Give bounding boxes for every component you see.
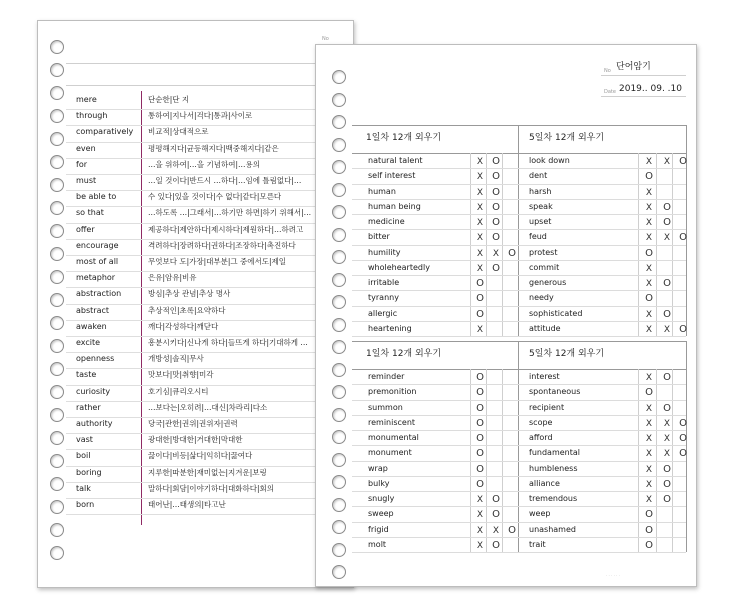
vocab-word: upset [529, 217, 552, 226]
word-korean: …을 위하여|…을 기념하여|…용의 [148, 159, 261, 169]
binder-hole [332, 543, 346, 557]
vocab-word: wholeheartedly [368, 262, 430, 272]
row-line [66, 142, 353, 143]
binder-hole [50, 155, 64, 169]
vocab-word: frigid [368, 524, 389, 534]
missed-mark: X [663, 157, 671, 167]
row-line [352, 214, 686, 215]
row-line [66, 255, 353, 256]
date-value: 2019.. 09. .10 [619, 84, 682, 94]
memorized-mark: O [645, 293, 653, 305]
binder-hole [50, 454, 64, 468]
memorized-mark: O [492, 509, 500, 521]
back-no-label: No [322, 36, 329, 42]
vocab-word: tyranny [368, 293, 399, 303]
row-line [66, 385, 353, 386]
row-line [66, 158, 353, 159]
vocab-word: protest [529, 247, 558, 257]
memorized-mark: O [492, 217, 500, 228]
word-korean: 격려하다|장려하다|권하다|조장하다|촉진하다 [148, 240, 296, 250]
row-line [352, 430, 686, 431]
memorized-mark: O [663, 201, 671, 213]
binder-hole [50, 431, 64, 445]
vocab-word: bulky [368, 478, 390, 488]
row-line [352, 552, 686, 553]
vocab-word: sophisticated [529, 308, 583, 318]
word-english: awaken [76, 321, 107, 331]
vocab-word: scope [529, 417, 553, 427]
row-line [352, 537, 686, 538]
row-line [352, 400, 686, 401]
vocab-word: interest [529, 372, 560, 381]
binder-hole [50, 40, 64, 54]
binder-hole [332, 520, 346, 534]
binder-hole [332, 430, 346, 444]
word-english: rather [76, 402, 101, 412]
word-korean: 단순한|단 지 [148, 95, 190, 104]
memorized-mark: O [645, 509, 653, 521]
vocab-word: sweep [368, 509, 394, 519]
row-line [66, 498, 353, 499]
word-english: so that [76, 208, 104, 218]
missed-mark: X [476, 495, 484, 505]
binder-hole [332, 453, 346, 467]
missed-mark: X [645, 309, 653, 320]
word-korean: 추상적인|초록|요약하다 [148, 305, 226, 315]
binder-hole [50, 63, 64, 77]
missed-mark: X [476, 202, 484, 213]
binder-hole [50, 224, 64, 238]
memorized-mark: O [476, 402, 484, 414]
vocab-word: humility [368, 247, 401, 257]
section-divider [518, 341, 519, 552]
row-line [352, 184, 686, 185]
word-english: openness [76, 354, 115, 364]
row-line [352, 229, 686, 230]
memorized-mark: O [645, 539, 653, 551]
watermark: · · · · · · [606, 573, 620, 578]
row-line [66, 271, 353, 272]
row-line [66, 514, 353, 515]
vocab-word: human [368, 186, 396, 196]
memorized-mark: O [492, 494, 500, 505]
missed-mark: X [476, 510, 484, 521]
missed-mark: X [663, 418, 671, 429]
binder-hole [50, 362, 64, 376]
row-line [66, 401, 353, 402]
binder-hole [332, 408, 346, 422]
binder-hole [50, 408, 64, 422]
binder-hole [50, 178, 64, 192]
word-korean: 통하여|지나서|걱다|통과|사이로 [148, 111, 253, 121]
missed-mark: X [663, 233, 671, 244]
word-english: metaphor [76, 273, 116, 283]
row-line [66, 304, 353, 305]
vocab-word: molt [368, 539, 387, 549]
vocab-word: alliance [529, 478, 560, 488]
word-english: through [76, 111, 108, 121]
missed-mark: X [645, 449, 653, 460]
binder-hole [332, 475, 346, 489]
word-korean: 평평해지다|균등해지다|백중해지다|같은 [148, 143, 279, 153]
missed-mark: X [645, 233, 653, 244]
vocab-word: needy [529, 293, 554, 303]
memorized-mark: O [492, 186, 500, 198]
word-english: authority [76, 419, 113, 428]
missed-mark: X [645, 263, 653, 274]
title-line [601, 75, 686, 76]
vocab-word: snugly [368, 494, 395, 503]
word-korean: 끓이다|비등|삶다|익히다|끓여다 [148, 451, 253, 461]
binder-hole [332, 183, 346, 197]
memorized-mark: O [645, 524, 653, 536]
missed-mark: X [663, 324, 671, 335]
memorized-mark: O [492, 262, 500, 274]
row-line [352, 491, 686, 492]
section-header-right: 5일차 12개 외우기 [529, 133, 605, 143]
memorized-mark: O [492, 201, 500, 213]
vocab-word: tremendous [529, 494, 578, 503]
binder-hole [50, 500, 64, 514]
row-line [66, 223, 353, 224]
missed-mark: X [645, 495, 653, 505]
word-english: talk [76, 483, 91, 493]
missed-mark: X [645, 187, 653, 198]
vocab-word: monument [368, 448, 412, 458]
row-line [352, 245, 686, 246]
row-line [352, 336, 686, 337]
binder-hole [50, 546, 64, 560]
vocab-word: bitter [368, 232, 390, 242]
binder-hole [50, 201, 64, 215]
back-sheet [37, 20, 354, 588]
word-english: vast [76, 435, 93, 445]
word-korean: 말하다|회담|이야기하다|대화하다|회의 [148, 483, 275, 493]
date-label: Date [604, 89, 616, 95]
missed-mark: X [645, 418, 653, 429]
binder-hole [332, 385, 346, 399]
row-line [352, 384, 686, 385]
memorized-mark: O [476, 478, 484, 490]
memorized-mark: O [679, 448, 687, 460]
word-english: must [76, 176, 97, 185]
binder-hole [50, 477, 64, 491]
binder-hole [332, 273, 346, 287]
vocab-word: monumental [368, 433, 419, 442]
word-korean: 태어난|…태생의|타고난 [148, 500, 226, 509]
row-line [66, 239, 353, 240]
row-line [352, 506, 686, 507]
memorized-mark: O [492, 156, 500, 167]
header-line [66, 85, 353, 86]
row-line [352, 476, 686, 477]
row-line [66, 320, 353, 321]
word-english: most of all [76, 257, 119, 266]
word-korean: …일 것이다|반드시 …하다|…임에 틀림없다|… [148, 176, 302, 185]
vocab-word: self interest [368, 171, 416, 181]
row-line [352, 415, 686, 416]
missed-mark: X [476, 172, 484, 183]
memorized-mark: O [492, 171, 500, 183]
date-line [601, 96, 686, 97]
sheet-title: 단어암기 [616, 62, 651, 72]
word-korean: 흥분시키다|신나게 하다|들뜨게 하다|기대하게 … [148, 338, 308, 347]
word-english: boil [76, 451, 91, 461]
vocab-word: allergic [368, 308, 398, 318]
row-line [352, 260, 686, 261]
memorized-mark: O [663, 494, 671, 505]
binder-hole [332, 340, 346, 354]
row-line [352, 168, 686, 169]
binder-hole [332, 565, 346, 579]
word-korean: …하도록 …|그래서|…하기만 하면|하기 위해서|… [148, 208, 312, 218]
section-top-line [352, 125, 686, 126]
missed-mark: X [645, 464, 653, 475]
vocab-word: generous [529, 278, 567, 287]
word-english: boring [76, 467, 102, 477]
memorized-mark: O [476, 372, 484, 383]
binder-hole [50, 339, 64, 353]
word-korean: 호기심|큐리오시티 [148, 386, 209, 396]
vocab-word: commit [529, 262, 560, 272]
word-english: mere [76, 95, 97, 104]
missed-mark: X [476, 233, 484, 244]
missed-mark: X [476, 263, 484, 274]
row-line [352, 290, 686, 291]
missed-mark: X [492, 525, 500, 536]
binder-hole [50, 247, 64, 261]
row-line [352, 445, 686, 446]
missed-mark: X [645, 279, 653, 289]
missed-mark: X [645, 403, 653, 414]
memorized-mark: O [645, 247, 653, 259]
memorized-mark: O [663, 278, 671, 289]
row-line [352, 321, 686, 322]
missed-mark: X [476, 248, 484, 259]
word-korean: 방심|추상 관념|추상 명사 [148, 289, 231, 299]
missed-mark: X [476, 324, 484, 335]
binder-hole [50, 523, 64, 537]
memorized-mark: O [679, 417, 687, 429]
section-header-line [352, 153, 686, 154]
missed-mark: X [476, 218, 484, 228]
memorized-mark: O [508, 247, 516, 259]
memorized-mark: O [679, 433, 687, 444]
section-divider [518, 125, 519, 336]
vocab-word: wrap [368, 463, 388, 473]
binder-hole [50, 86, 64, 100]
vocab-word: spontaneous [529, 387, 581, 397]
binder-hole [50, 293, 64, 307]
vocab-word: unashamed [529, 524, 576, 534]
memorized-mark: O [679, 156, 687, 167]
section-header-line [352, 369, 686, 370]
front-sheet [315, 44, 697, 587]
word-english: taste [76, 370, 97, 380]
binder-hole [332, 205, 346, 219]
binder-hole [332, 115, 346, 129]
vocab-word: premonition [368, 387, 417, 397]
vocab-word: natural talent [368, 156, 423, 165]
word-english: abstraction [76, 289, 122, 299]
missed-mark: X [663, 449, 671, 460]
word-korean: 맛보다|맛|취향|미각 [148, 370, 214, 380]
front-no-label: No [604, 68, 611, 74]
section-top-line [352, 341, 686, 342]
word-korean: 은유|암유|비유 [148, 273, 197, 283]
binder-hole [332, 138, 346, 152]
word-korean: 수 있다|있을 것이다|수 없다|같다|모른다 [148, 192, 282, 202]
margin-line [141, 91, 142, 525]
word-korean: 비교적|상대적으로 [148, 127, 209, 137]
missed-mark: X [492, 248, 500, 259]
word-english: encourage [76, 240, 119, 250]
word-english: even [76, 143, 96, 153]
vocab-word: attitude [529, 323, 561, 333]
vocab-word: reminiscent [368, 417, 416, 427]
memorized-mark: O [476, 278, 484, 289]
word-korean: 개방성|솔직|무사 [148, 354, 204, 364]
missed-mark: X [645, 434, 653, 444]
missed-mark: X [645, 218, 653, 228]
missed-mark: X [476, 540, 484, 551]
memorized-mark: O [663, 463, 671, 475]
missed-mark: X [476, 157, 484, 167]
memorized-mark: O [663, 372, 671, 383]
word-english: offer [76, 224, 95, 234]
vocab-word: human being [368, 201, 421, 211]
word-english: for [76, 159, 87, 169]
vocab-word: dent [529, 171, 548, 181]
row-line [66, 352, 353, 353]
word-english: abstract [76, 305, 110, 315]
word-korean: …보다는|오히려|…대신|차라리|다소 [148, 402, 268, 412]
row-line [352, 275, 686, 276]
section-header-right: 5일차 12개 외우기 [529, 349, 605, 359]
binder-hole [332, 318, 346, 332]
section-border [686, 341, 687, 552]
memorized-mark: O [663, 402, 671, 414]
missed-mark: X [645, 202, 653, 213]
row-line [66, 466, 353, 467]
binder-hole [50, 109, 64, 123]
vocab-word: trait [529, 539, 546, 549]
vocab-word: heartening [368, 323, 412, 333]
word-korean: 광대한|방대한|거대한|막대한 [148, 435, 243, 445]
binder-hole [332, 363, 346, 377]
row-line [66, 174, 353, 175]
missed-mark: X [663, 434, 671, 444]
word-english: comparatively [76, 127, 134, 137]
binder-hole [332, 93, 346, 107]
vocab-word: humbleness [529, 463, 578, 473]
memorized-mark: O [663, 217, 671, 228]
vocab-word: fundamental [529, 448, 580, 458]
memorized-mark: O [476, 387, 484, 399]
word-english: excite [76, 338, 101, 347]
row-line [352, 199, 686, 200]
memorized-mark: O [492, 232, 500, 244]
binder-hole [50, 270, 64, 284]
binder-hole [50, 316, 64, 330]
row-line [66, 417, 353, 418]
memorized-mark: O [645, 387, 653, 399]
word-english: born [76, 500, 95, 509]
missed-mark: X [645, 479, 653, 490]
vocab-word: speak [529, 201, 553, 211]
memorized-mark: O [663, 478, 671, 490]
memorized-mark: O [476, 293, 484, 305]
memorized-mark: O [476, 308, 484, 320]
vocab-word: summon [368, 402, 403, 412]
vocab-word: recipient [529, 402, 565, 412]
vocab-word: irritable [368, 278, 400, 287]
memorized-mark: O [476, 448, 484, 460]
section-header-left: 1일차 12개 외우기 [366, 349, 442, 359]
missed-mark: X [476, 187, 484, 198]
binder-hole [332, 70, 346, 84]
vocab-word: afford [529, 433, 553, 442]
word-korean: 지루한|따분한|재미없는|지겨운|보링 [148, 467, 267, 477]
row-line [352, 306, 686, 307]
vocab-word: harsh [529, 186, 552, 196]
word-english: curiosity [76, 386, 111, 396]
memorized-mark: O [508, 524, 516, 536]
binder-hole [332, 498, 346, 512]
word-english: be able to [76, 192, 117, 202]
memorized-mark: O [679, 232, 687, 244]
word-korean: 무엇보다 도|가장|대부분|그 중에서도|제일 [148, 257, 287, 266]
binder-hole [332, 228, 346, 242]
binder-hole [332, 295, 346, 309]
missed-mark: X [645, 157, 653, 167]
memorized-mark: O [476, 433, 484, 444]
memorized-mark: O [476, 463, 484, 475]
missed-mark: X [645, 324, 653, 335]
row-line [66, 482, 353, 483]
binder-hole [50, 385, 64, 399]
vocab-word: look down [529, 156, 570, 165]
header-line [66, 63, 353, 64]
memorized-mark: O [663, 308, 671, 320]
binder-hole [332, 250, 346, 264]
row-line [352, 461, 686, 462]
word-korean: 깨다|각성하다|깨닫다 [148, 321, 219, 331]
memorized-mark: O [476, 417, 484, 429]
memorized-mark: O [645, 171, 653, 183]
row-line [352, 522, 686, 523]
vocab-word: weep [529, 509, 551, 519]
binder-hole [332, 160, 346, 174]
row-line [66, 336, 353, 337]
section-header-left: 1일차 12개 외우기 [366, 133, 442, 143]
missed-mark: X [645, 373, 653, 383]
vocab-word: reminder [368, 372, 405, 381]
word-korean: 제공하다|제안하다|제시하다|제원하다|…하려고 [148, 224, 304, 234]
word-korean: 당국|관한|권위|권위자|권력 [148, 419, 238, 428]
missed-mark: X [476, 525, 484, 536]
row-line [66, 125, 353, 126]
memorized-mark: O [492, 539, 500, 551]
vocab-word: feud [529, 232, 547, 242]
memorized-mark: O [679, 323, 687, 335]
vocab-word: medicine [368, 217, 405, 226]
binder-hole [50, 132, 64, 146]
